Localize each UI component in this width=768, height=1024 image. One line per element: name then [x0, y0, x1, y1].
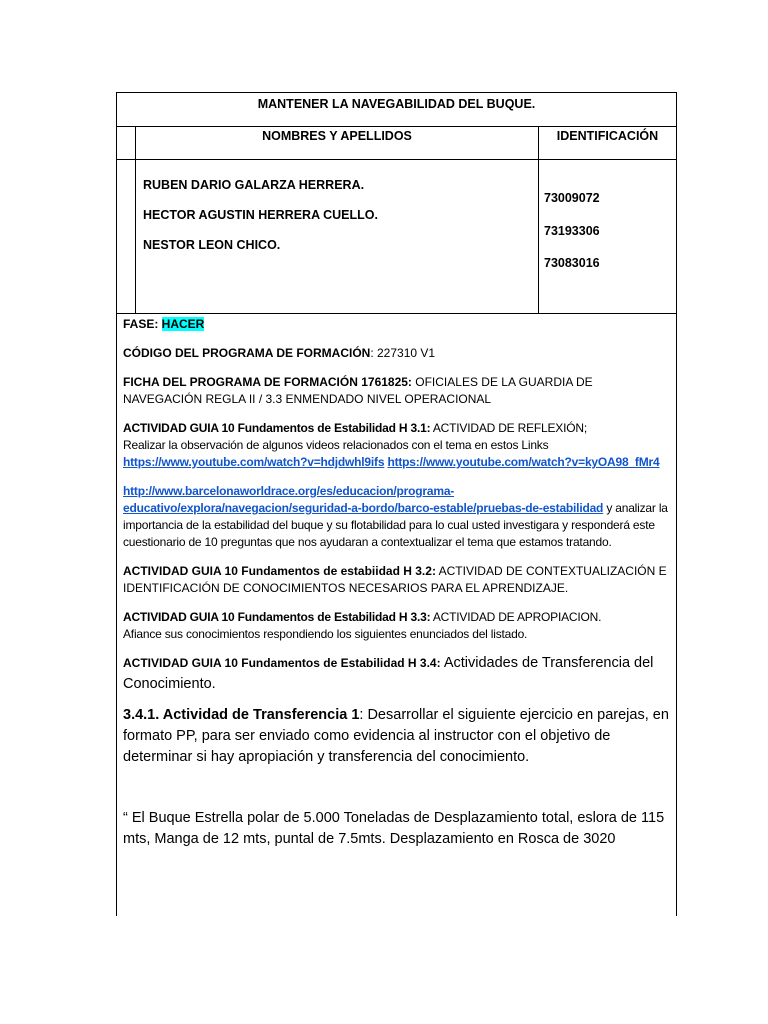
youtube-link-2[interactable]: https://www.youtube.com/watch?v=kyOA98_fMr4 [387, 455, 660, 469]
act32-label: ACTIVIDAD GUIA 10 Fundamentos de estabiidad H 3.2: [123, 564, 436, 578]
ficha-paragraph [123, 374, 670, 408]
act34-value: Actividades de Transferencia del Conocimiento. [123, 655, 654, 692]
youtube-link-1[interactable]: https://www.youtube.com/watch?v=hdjdwhl9ifs [123, 455, 385, 469]
document-table [116, 92, 677, 916]
act34-paragraph [123, 653, 670, 695]
names-cell [136, 160, 539, 313]
gutter-cell [117, 127, 136, 159]
person-id: 73083016 [544, 256, 600, 270]
act33-value: ACTIVIDAD DE APROPIACION. [430, 610, 602, 624]
person-name: HECTOR AGUSTIN HERRERA CUELLO. [143, 208, 378, 222]
act341-paragraph [123, 705, 670, 768]
ficha-value: OFICIALES DE LA GUARDIA DE NAVEGACIÓN REGLA II / 3.3 ENMENDADO NIVEL OPERACIONAL [123, 375, 593, 406]
act31-paragraph [123, 420, 670, 471]
codigo-value: : 227310 V1 [370, 346, 436, 360]
codigo-line [123, 345, 670, 362]
person-name: RUBEN DARIO GALARZA HERRERA. [143, 178, 365, 192]
barcelona-link[interactable]: http://www.barcelonaworldrace.org/es/educacion/programa-educativo/explora/navegacion/seguridad-a-bordo/barco-estable/pruebas-de-estabilidad [123, 484, 604, 515]
act32-value: ACTIVIDAD DE CONTEXTUALIZACIÓN E IDENTIFICACIÓN DE CONOCIMIENTOS NECESARIOS PARA EL APRENDIZAJE. [123, 564, 667, 595]
fase-label: FASE: [123, 317, 162, 331]
act34-label: ACTIVIDAD GUIA 10 Fundamentos de Estabilidad H 3.4: [123, 656, 441, 670]
act341-label: 3.4.1. Actividad de Transferencia 1 [123, 707, 360, 723]
person-name: NESTOR LEON CHICO. [143, 238, 281, 252]
fase-value: HACER [161, 317, 205, 331]
codigo-label: CÓDIGO DEL PROGRAMA DE FORMACIÓN [123, 346, 371, 360]
act31-label: ACTIVIDAD GUIA 10 Fundamentos de Estabilidad H 3.1: [123, 421, 431, 435]
act31-continued [123, 483, 670, 551]
ids-cell [539, 160, 676, 313]
ficha-label: FICHA DEL PROGRAMA DE FORMACIÓN 1761825: [123, 375, 412, 389]
person-id: 73193306 [544, 223, 600, 238]
act33-desc: Afiance sus conocimientos respondiendo los siguientes enunciados del listado. [123, 627, 528, 641]
act32-paragraph [123, 563, 670, 597]
person-id: 73009072 [544, 191, 600, 205]
title-text: MANTENER LA NAVEGABILIDAD DEL BUQUE. [257, 97, 536, 111]
act31-title: ACTIVIDAD DE REFLEXIÓN; [430, 421, 587, 435]
id-header: IDENTIFICACIÓN [556, 129, 659, 143]
people-row [117, 160, 676, 314]
act33-label: ACTIVIDAD GUIA 10 Fundamentos de Estabilidad H 3.3: [123, 610, 431, 624]
fase-line [123, 316, 670, 333]
header-row [117, 127, 676, 160]
act31-desc: Realizar la observación de algunos videos relacionados con el tema en estos Links [123, 438, 549, 452]
names-header: NOMBRES Y APELLIDOS [136, 127, 539, 159]
content-body [117, 314, 676, 850]
gutter-cell [117, 160, 136, 313]
act31-desc2: y analizar la importancia de la estabilidad del buque y su flotabilidad para lo cual usted investigara y responderá este cuestionario de 10 preguntas que nos ayudaran a contextualizar el tema que estamos tratando. [123, 501, 668, 549]
act33-paragraph [123, 609, 670, 643]
document-title [117, 93, 676, 127]
problem-paragraph: “ El Buque Estrella polar de 5.000 Toneladas de Desplazamiento total, eslora de 115 mts, Manga de 12 mts, puntal de 7.5mts. Desplazamiento en Rosca de 3020 [123, 810, 665, 847]
act341-value: : Desarrollar el siguiente ejercicio en parejas, en formato PP, para ser enviado como evidencia al instructor con el objetivo de determinar si hay apropiación y transferencia del conocimiento. [123, 707, 669, 765]
